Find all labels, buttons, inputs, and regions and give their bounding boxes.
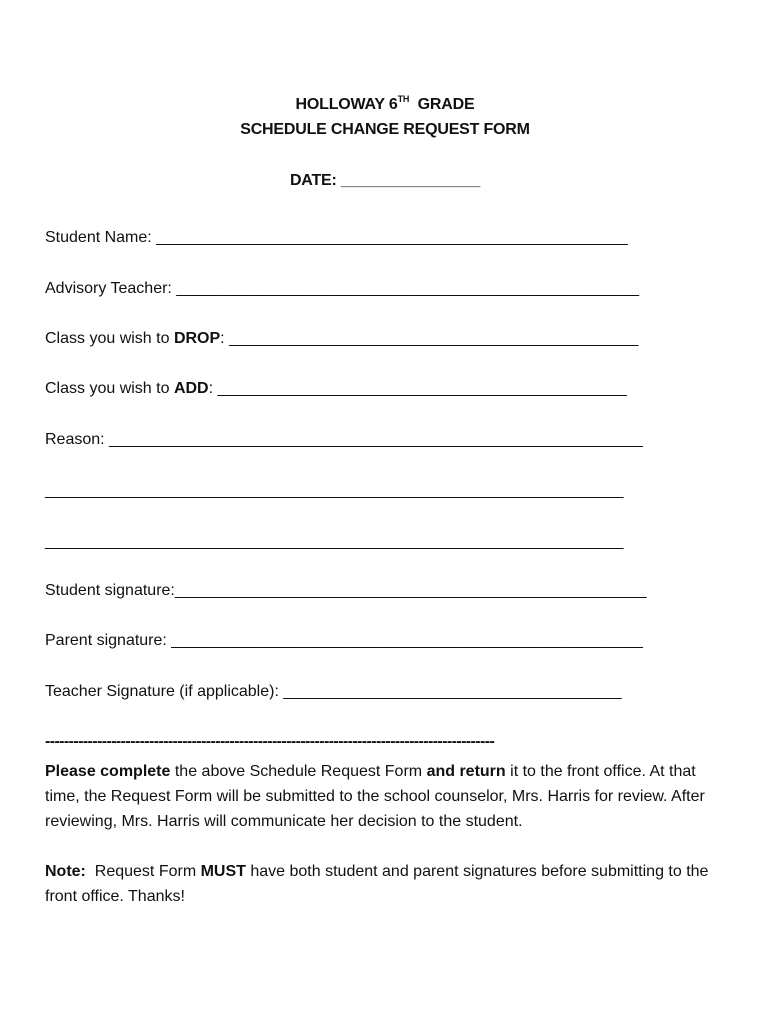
parent-signature-field: Parent signature: _____________________________________________________ bbox=[45, 632, 643, 649]
advisory-teacher-field: Advisory Teacher: ____________________________________________________ bbox=[45, 280, 640, 297]
grade-superscript: TH bbox=[397, 94, 410, 104]
reason-blank-line-2: _________________________________________________________________ bbox=[45, 533, 624, 550]
add-class-prefix: Class you wish to bbox=[45, 380, 174, 397]
school-name: HOLLOWAY 6 bbox=[295, 96, 398, 113]
drop-keyword: DROP bbox=[173, 330, 221, 347]
note-text-1: Request Form bbox=[85, 863, 201, 880]
instructions-paragraph bbox=[45, 759, 725, 834]
add-class-blank: : ______________________________________________ bbox=[208, 380, 627, 397]
instructions-text-2: it to the front office. At that time, the Request Form will be submitted to the school counselor, Mrs. Harris for review. After reviewing, Mrs. Harris will communicate her decision to the student. bbox=[45, 763, 705, 830]
reason-field: Reason: ____________________________________________________________ bbox=[45, 431, 643, 448]
add-class-field bbox=[45, 380, 627, 398]
instructions-text-1: the above Schedule Request Form bbox=[170, 763, 427, 780]
note-paragraph bbox=[45, 859, 725, 909]
form-title: SCHEDULE CHANGE REQUEST FORM bbox=[240, 121, 530, 138]
divider-line: ----------------------------------------------------------------------------------------------- bbox=[45, 733, 495, 750]
drop-class-field bbox=[45, 330, 638, 348]
add-keyword: ADD bbox=[173, 380, 209, 397]
note-label: Note: bbox=[45, 863, 86, 880]
school-grade-heading bbox=[0, 96, 770, 114]
teacher-signature-field: Teacher Signature (if applicable): ______________________________________ bbox=[45, 683, 622, 700]
please-complete-text: Please complete bbox=[45, 763, 171, 780]
and-return-text: and return bbox=[426, 763, 506, 780]
must-keyword: MUST bbox=[200, 863, 246, 880]
drop-class-blank: : ______________________________________________ bbox=[220, 330, 639, 347]
grade-word: GRADE bbox=[409, 96, 475, 113]
student-signature-field: Student signature:_____________________________________________________ bbox=[45, 582, 647, 599]
date-field: DATE: ________________ bbox=[289, 172, 481, 189]
reason-blank-line-1: _________________________________________________________________ bbox=[45, 482, 624, 499]
student-name-field: Student Name: _____________________________________________________ bbox=[45, 229, 628, 246]
drop-class-prefix: Class you wish to bbox=[45, 330, 174, 347]
note-text-2: have both student and parent signatures before submitting to the front office. Thanks! bbox=[45, 863, 709, 905]
